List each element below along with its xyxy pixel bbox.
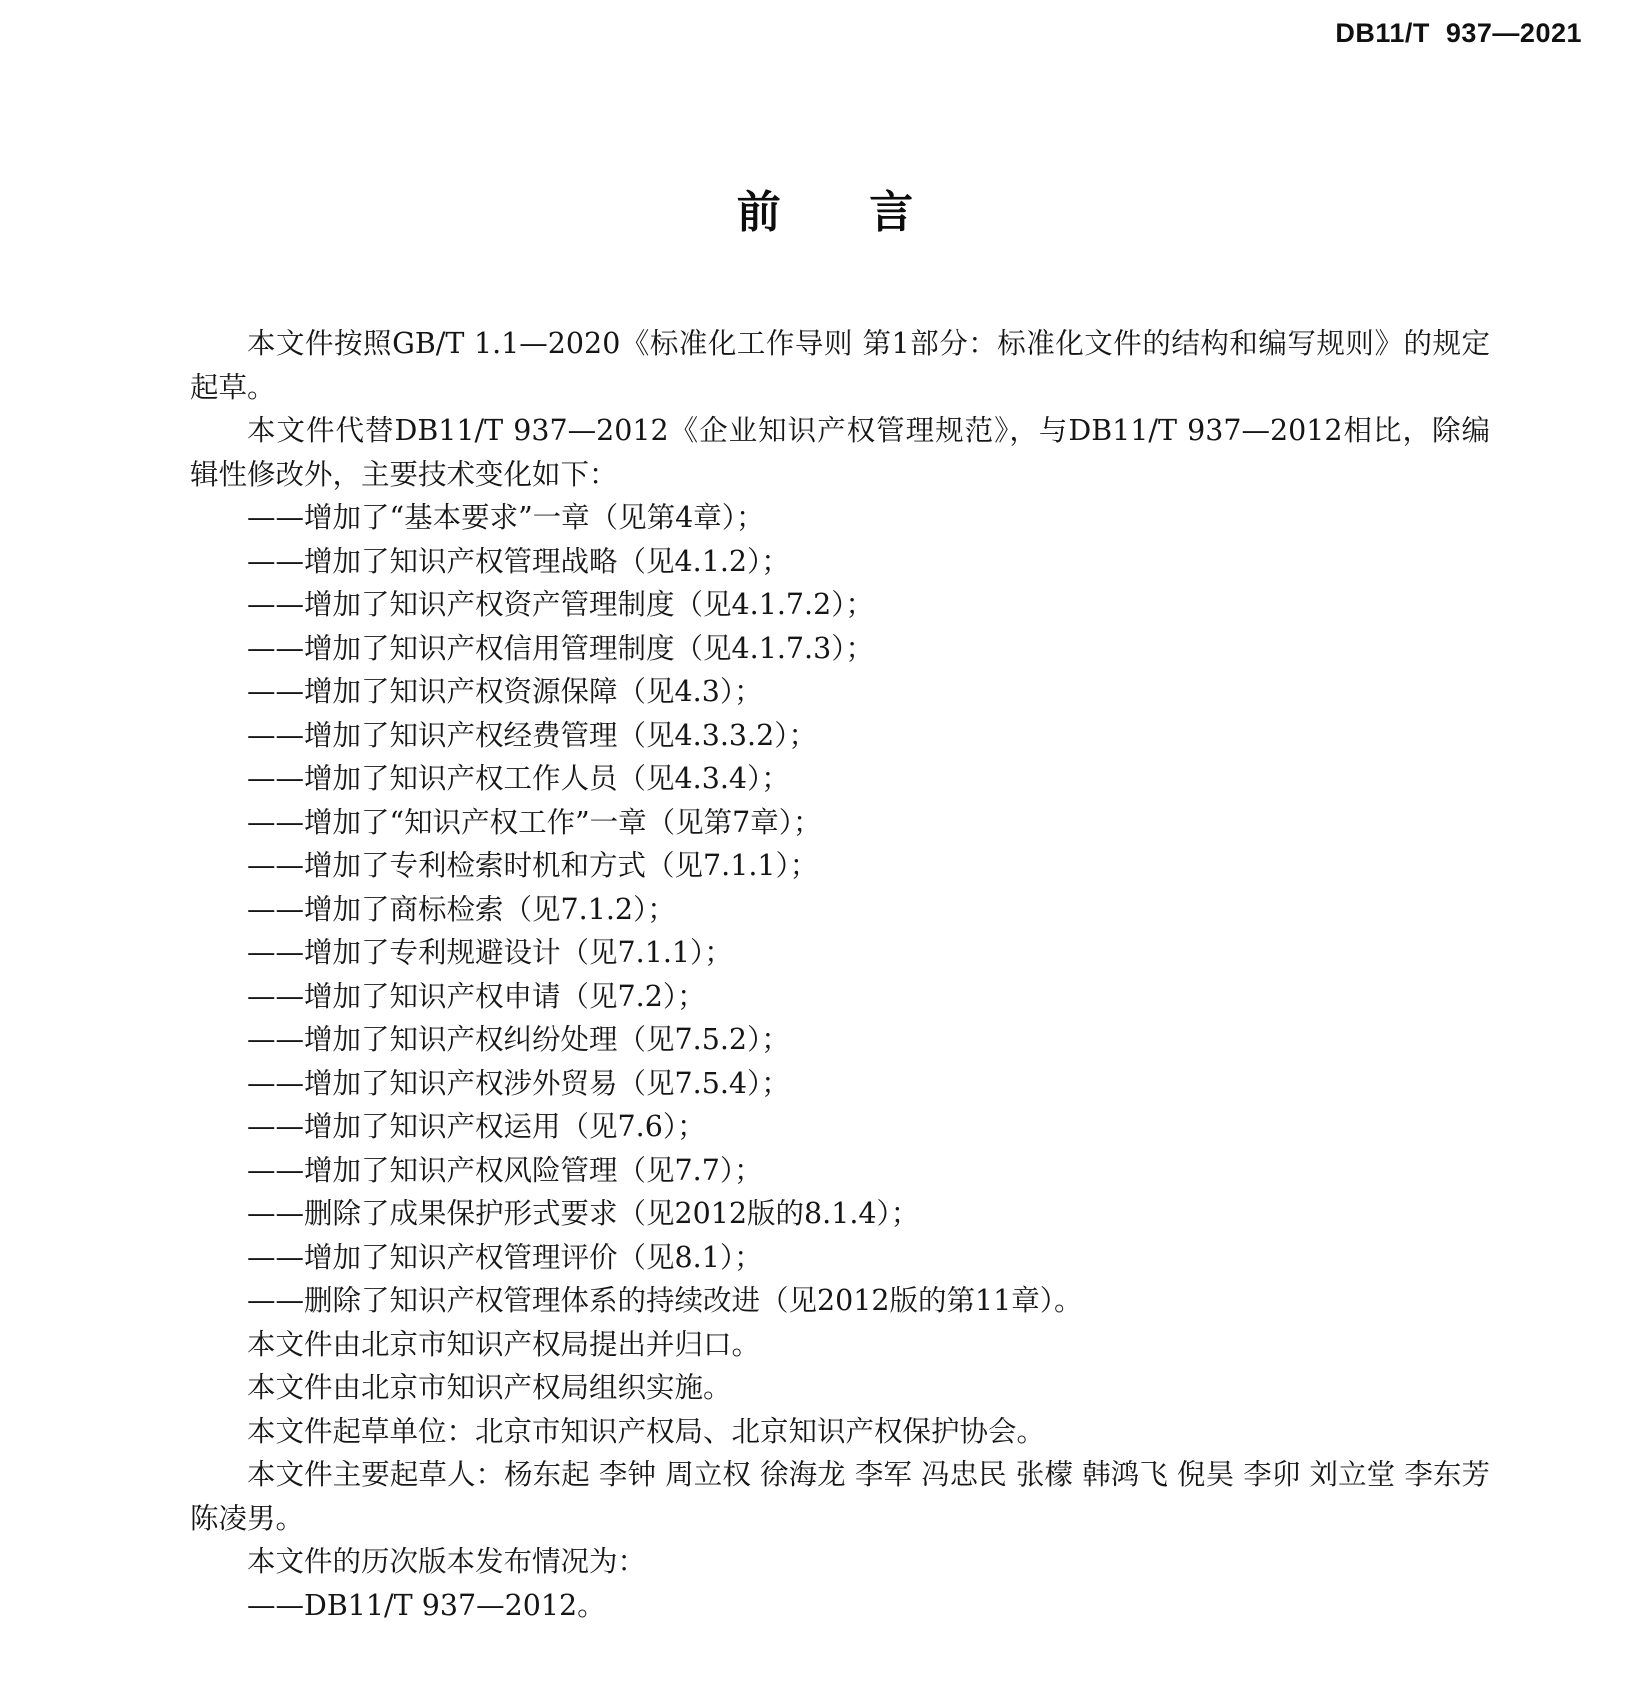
list-item: ——增加了知识产权风险管理（见7.7）；: [247, 1153, 763, 1187]
list-item: ——增加了知识产权经费管理（见4.3.3.2）；: [247, 718, 817, 752]
list-item: ——增加了知识产权管理战略（见4.1.2）；: [247, 544, 790, 578]
list-item: ——增加了知识产权资源保障（见4.3）；: [247, 675, 763, 708]
list-item: ——增加了知识产权管理评价（见8.1）；: [247, 1240, 763, 1274]
page-title: 前 言: [736, 187, 916, 238]
drafters-paragraph: 本文件主要起草人：杨东起 李钟 周立权 徐海龙 李军 冯忠民 张檬 韩鸿飞 倪昊 李卯 刘立堂 李东芳 陈凌男。: [190, 1458, 1490, 1535]
list-item: ——增加了商标检索（见7.1.2）；: [247, 892, 676, 926]
list-item: ——增加了知识产权申请（见7.2）；: [247, 979, 706, 1013]
drafting-units-paragraph: 本文件起草单位：北京市知识产权局、北京知识产权保护协会。: [247, 1414, 1046, 1448]
versions-intro-paragraph: 本文件的历次版本发布情况为：: [247, 1545, 647, 1578]
list-item: ——增加了知识产权涉外贸易（见7.5.4）；: [247, 1066, 790, 1100]
list-item: ——删除了成果保护形式要求（见2012版的8.1.4）；: [247, 1197, 920, 1230]
list-item: ——增加了知识产权工作人员（见4.3.4）；: [247, 762, 790, 795]
intro-paragraph-1: 本文件按照GB/T 1.1—2020《标准化工作导则 第1部分：标准化文件的结构和编写规则》的规定起草。: [190, 327, 1490, 404]
list-item: ——增加了知识产权信用管理制度（见4.1.7.3）；: [247, 631, 874, 665]
standard-code: DB11/T 937—2021: [1335, 18, 1582, 48]
intro-paragraph-2: 本文件代替DB11/T 937—2012《企业知识产权管理规范》，与DB11/T 937—2012相比，除编辑性修改外，主要技术变化如下：: [190, 414, 1490, 491]
list-item: ——删除了知识产权管理体系的持续改进（见2012版的第11章）。: [247, 1284, 1083, 1317]
list-item: ——增加了知识产权运用（见7.6）；: [247, 1110, 706, 1143]
list-item: ——增加了“基本要求”一章（见第4章）；: [247, 501, 765, 534]
version-history-item: ——DB11/T 937—2012。: [247, 1588, 606, 1622]
technical-changes-list: [190, 496, 1490, 1323]
page-header: [0, 18, 1582, 64]
implemented-by-paragraph: 本文件由北京市知识产权局组织实施。: [247, 1371, 732, 1404]
list-item: ——增加了专利规避设计（见7.1.1）；: [247, 936, 733, 969]
foreword-content: [190, 322, 1490, 1627]
proposed-by-paragraph: 本文件由北京市知识产权局提出并归口。: [247, 1327, 761, 1361]
list-item: ——增加了知识产权资产管理制度（见4.1.7.2）；: [247, 588, 874, 621]
list-item: ——增加了“知识产权工作”一章（见第7章）；: [247, 805, 822, 839]
list-item: ——增加了专利检索时机和方式（见7.1.1）；: [247, 849, 819, 882]
list-item: ——增加了知识产权纠纷处理（见7.5.2）；: [247, 1023, 790, 1056]
